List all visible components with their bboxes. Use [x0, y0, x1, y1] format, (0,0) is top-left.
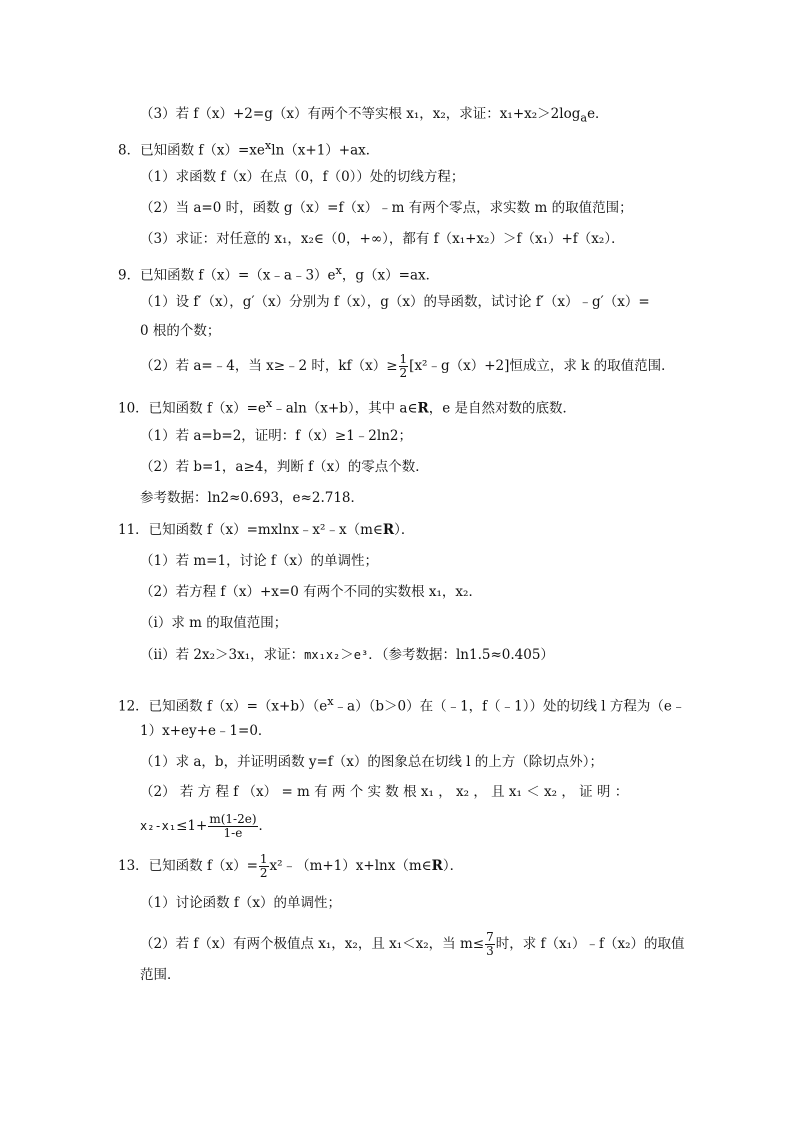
q13-part1: （1）讨论函数 f（x）的单调性；	[140, 895, 341, 911]
q12-stem: 12．已知函数 $f(x)=(x+b)(e^x﹣a)(b>0)$在（﹣1，f（﹣1））处的切线 l 方程为（e﹣	[118, 695, 686, 715]
q11-stem: 11．已知函数 f（x）=mxlnx﹣x²﹣x（m∈R）．	[118, 522, 415, 538]
q9-part1: （1）设 f′（x），g′（x）分别为 f（x），g（x）的导函数，试讨论 f′（x）﹣g′（x）=	[140, 294, 650, 310]
q7-part3: （3）若 f（x）+2=g（x）有两个不等实根 x₁，x₂，求证：$x_1+x_2>2\log_ae$．	[140, 106, 609, 125]
q9-stem: 9．已知函数 $f(x)=(x﹣a﹣3)e^x$，g（x）=ax．	[118, 264, 440, 284]
q10-stem: 10．已知函数 $f(x)=e^x﹣aln(x+b)$，其中 a∈R，e 是自然对数的底数．	[118, 397, 576, 417]
q8-part3: （3）求证：对任意的 x₁，x₂∈（0，+∞），都有 f（x₁+x₂）＞f（x₁）+f（x₂）．	[140, 231, 625, 247]
q12-part2: （2） 若 方 程 f （x） = m 有 两 个 实 数 根 x₁ ， x₂ ， 且 x₁ ＜ x₂ ， 证 明 ：	[140, 784, 629, 800]
q13-part2-cont: 范围．	[140, 967, 181, 983]
q11-part2: （2）若方程 f（x）+x=0 有两个不同的实数根 x₁，x₂．	[140, 584, 482, 600]
q12-part2-formula: x₂-x₁≤1+ $\frac{m(1-2e)}{1-e}$ ．	[140, 812, 273, 840]
q9-part1-cont: 0 根的个数；	[140, 323, 221, 339]
q13-part2: （2）若 f（x）有两个极值点 x₁，x₂，且 x₁＜x₂，当 m≤ $\frac{7}{3}$ 时，求 f（x₁）﹣f（x₂）的取值	[140, 930, 685, 958]
q13-stem: 13．已知函数 f（x）= $\frac{1}{2}$ x²﹣（m+1）x+lnx（m∈R）．	[118, 852, 464, 880]
q9-part2: （2）若 a=﹣4，当 x≥﹣2 时，kf（x）≥ $\frac{1}{2}$ [x²﹣g（x）+2]恒成立，求 k 的取值范围．	[140, 352, 675, 380]
q11-part2-ii: （ii）若 2x₂＞3x₁，求证：mx₁x₂＞e³．（参考数据：ln1.5≈0.405）	[140, 647, 554, 663]
q11-part1: （1）若 m=1，讨论 f（x）的单调性；	[140, 553, 378, 569]
q10-ref-data: 参考数据：ln2≈0.693，e≈2.718．	[140, 490, 365, 506]
q12-part1: （1）求 a，b，并证明函数 y=f（x）的图象总在切线 l 的上方（除切点外）；	[140, 754, 604, 770]
q10-part1: （1）若 a=b=2，证明：f（x）≥1﹣2ln2；	[140, 428, 412, 444]
q8-part1: （1）求函数 f（x）在点（0，f（0））处的切线方程；	[140, 169, 465, 185]
q8-stem: 8．已知函数 $f(x)=xe^x\ln(x+1)+ax$．	[118, 139, 380, 159]
q12-stem-cont: 1）x+ey+e﹣1=0．	[140, 723, 272, 739]
q10-part2: （2）若 b=1，a≥4，判断 f（x）的零点个数．	[140, 459, 429, 475]
q8-part2: （2）当 a=0 时，函数 g（x）=f（x）﹣m 有两个零点，求实数 m 的取值范围；	[140, 200, 633, 216]
q11-part2-i: （i）求 m 的取值范围；	[140, 615, 288, 631]
